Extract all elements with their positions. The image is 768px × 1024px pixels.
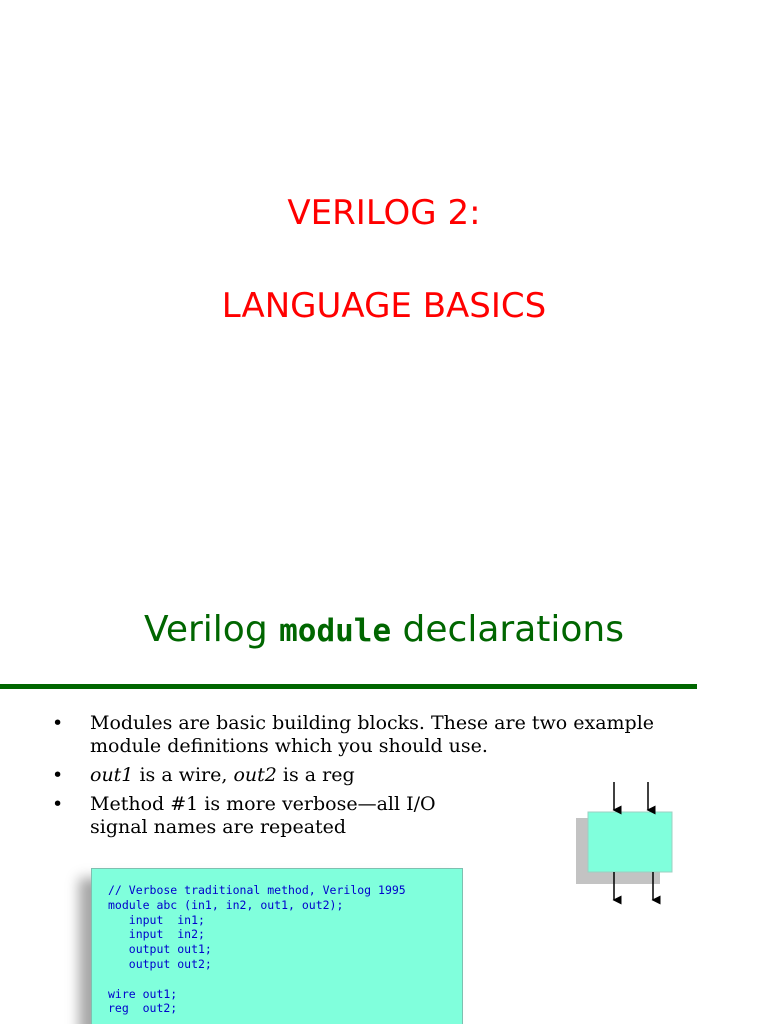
bullet-text: Method #1 is more verbose—all I/O signal names are repeated xyxy=(90,793,436,838)
code-line: output out1; xyxy=(108,942,212,957)
slide2-title xyxy=(0,609,768,650)
bullet-text: Modules are basic building blocks. These are two example module definitions which you should use. xyxy=(90,712,655,757)
bullet-icon: • xyxy=(52,712,64,734)
bullet-text: is a wire, xyxy=(133,764,234,786)
bullet-icon: • xyxy=(52,764,64,786)
module-block-diagram xyxy=(572,778,702,908)
code-line: // Verbose traditional method, Verilog 1995 xyxy=(108,883,406,897)
bullet-item xyxy=(52,712,672,758)
slide1-title-line1: VERILOG 2: xyxy=(287,193,481,233)
bullet-item xyxy=(52,793,490,839)
title-suffix: declarations xyxy=(391,609,624,650)
module-box xyxy=(588,812,672,872)
code-line: input in2; xyxy=(108,927,205,942)
title-keyword: module xyxy=(279,613,392,649)
slide1-title-line2: LANGUAGE BASICS xyxy=(221,286,547,326)
code-line: module abc (in1, in2, out1, out2); xyxy=(108,897,344,912)
bullet-text: is a reg xyxy=(276,764,355,786)
bullet-italic-out1: out1 xyxy=(90,764,134,786)
bullet-italic-out2: out2 xyxy=(233,764,277,786)
code-line: wire out1; xyxy=(108,986,178,1001)
code-line: input in1; xyxy=(108,912,205,927)
code-listing xyxy=(92,869,462,1016)
bullet-icon: • xyxy=(52,793,64,815)
code-line: reg out2; xyxy=(108,1001,178,1016)
title-divider xyxy=(0,684,697,689)
code-line: output out2; xyxy=(108,956,212,971)
title-prefix: Verilog xyxy=(144,609,280,650)
code-block xyxy=(91,868,463,1024)
